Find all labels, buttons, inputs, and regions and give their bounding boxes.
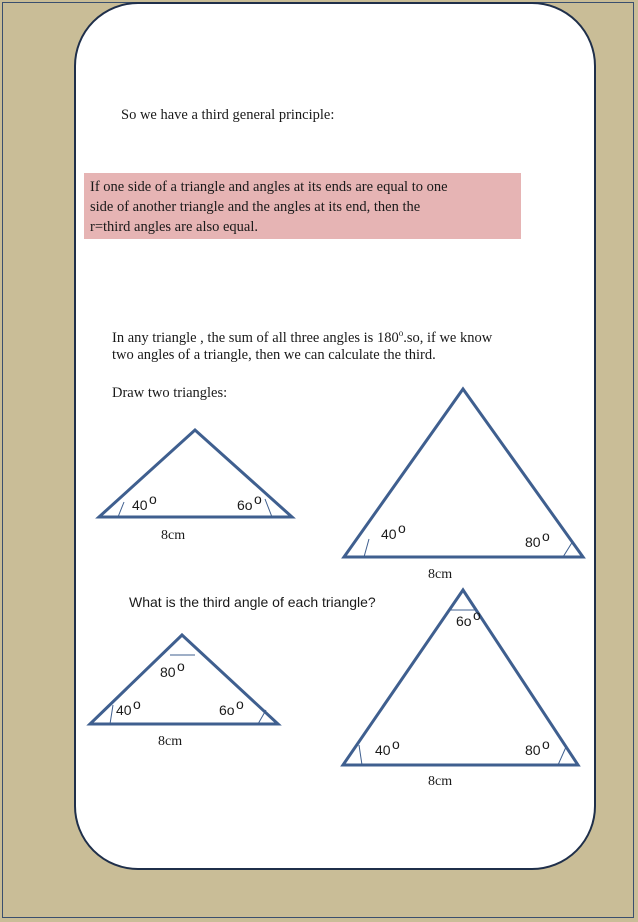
t4-base-label: 8cm <box>428 774 453 789</box>
angle-arc-t2-left <box>364 539 369 557</box>
t3-right-angle: 6o <box>219 702 235 718</box>
angle-arc-t1-right <box>265 499 272 517</box>
sum-text-line-2: two angles of a triangle, then we can calculate the third. <box>112 347 436 363</box>
t2-left-degree: o <box>398 520 406 536</box>
t1-left-angle: 40 <box>132 497 148 513</box>
angle-arc-t3-right <box>258 710 266 724</box>
question-text: What is the third angle of each triangle? <box>129 594 376 610</box>
instruction: Draw two triangles: <box>112 385 228 401</box>
degree-mark: o <box>398 328 404 338</box>
t4-right-degree: o <box>542 736 550 752</box>
t4-top-angle: 6o <box>456 613 472 629</box>
principle-line-1: If one side of a triangle and angles at its ends are equal to one <box>90 179 448 195</box>
t4-right-angle: 80 <box>525 742 541 758</box>
t2-left-angle: 40 <box>381 526 397 542</box>
t4-left-degree: o <box>392 736 400 752</box>
t2-base-label: 8cm <box>428 567 453 582</box>
sum-text-main: In any triangle , the sum of all three angles is 180 <box>112 329 399 346</box>
angle-arc-t1-left <box>118 502 124 517</box>
t2-right-degree: o <box>542 528 550 544</box>
t3-left-angle: 40 <box>116 702 132 718</box>
heading: So we have a third general principle: <box>121 107 335 123</box>
angle-arc-t2-right <box>563 541 573 557</box>
t3-top-degree: o <box>177 658 185 674</box>
t3-right-degree: o <box>236 696 244 712</box>
triangle-1 <box>99 430 292 517</box>
sum-text-rest: .so, if we know <box>403 329 493 346</box>
t3-left-degree: o <box>133 696 141 712</box>
angle-arc-t4-left <box>359 745 362 765</box>
t3-top-angle: 80 <box>160 664 176 680</box>
t1-right-degree: o <box>254 491 262 507</box>
t2-right-angle: 80 <box>525 534 541 550</box>
angle-arc-t3-left <box>110 705 113 724</box>
t4-left-angle: 40 <box>375 742 391 758</box>
t4-top-degree: o <box>473 607 481 623</box>
principle-line-3: r=third angles are also equal. <box>90 219 259 235</box>
t1-base-label: 8cm <box>161 528 186 543</box>
principle-line-2: side of another triangle and the angles at its end, then the <box>90 199 421 215</box>
t1-right-angle: 6o <box>237 497 253 513</box>
t1-left-degree: o <box>149 491 157 507</box>
angle-arc-t4-right <box>558 747 566 765</box>
t3-base-label: 8cm <box>158 734 183 749</box>
